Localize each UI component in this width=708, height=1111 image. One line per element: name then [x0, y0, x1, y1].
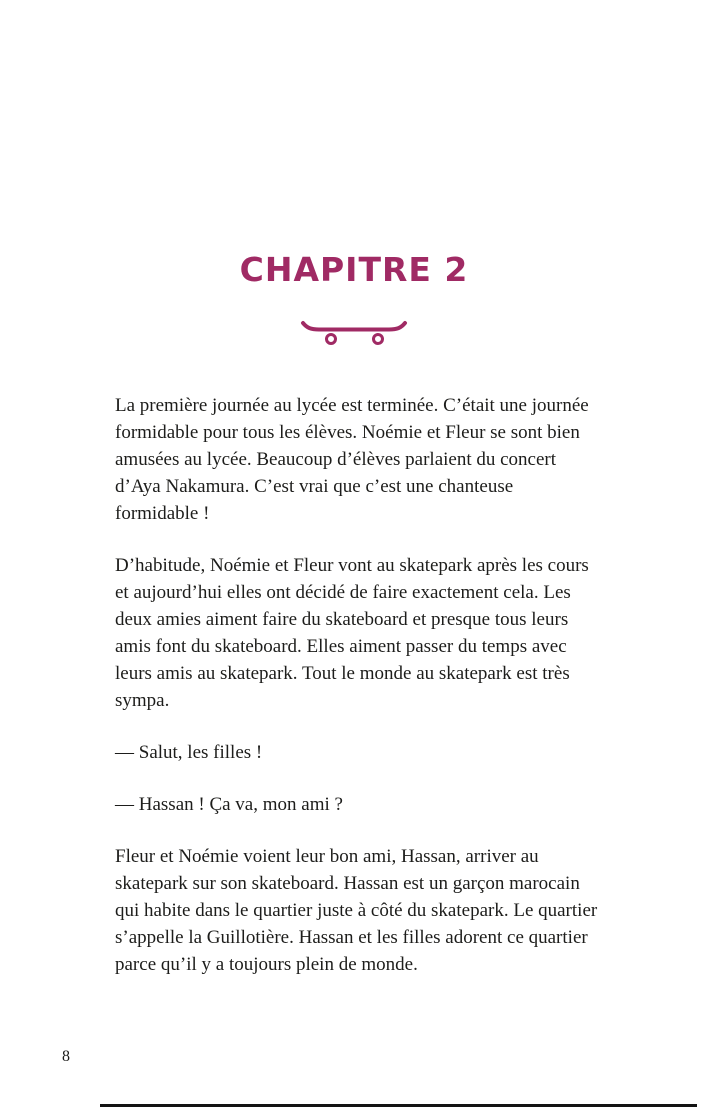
paragraph: Fleur et Noémie voient leur bon ami, Hassan, arriver au skatepark sur son skateboard. Hassan est un garçon marocain qui habite dans le quartier juste à côté du skatepark. Le quartier s’appelle la Guillotière. Hassan et les filles adorent ce quartier parce qu’il y a toujours plein de monde. [115, 846, 598, 975]
page-bottom-rule [100, 1104, 697, 1107]
chapter-title: CHAPITRE 2 [239, 250, 469, 289]
paragraph-dialogue: — Hassan ! Ça va, mon ami ? [115, 794, 343, 815]
paragraph: D’habitude, Noémie et Fleur vont au skatepark après les cours et aujourd’hui elles ont décidé de faire exactement cela. Les deux amies aiment faire du skateboard et presque tous leurs amis font du skateboard. Elles aiment passer du temps avec leurs amis au skatepark. Tout le monde au skatepark est très sympa. [115, 555, 589, 711]
chapter-text [115, 392, 599, 1003]
skateboard-icon [0, 318, 708, 351]
paragraph: La première journée au lycée est terminée. C’était une journée formidable pour tous les élèves. Noémie et Fleur se sont bien amusées au lycée. Beaucoup d’élèves parlaient du concert d’Aya Nakamura. C’est vrai que c’est une chanteuse formidable ! [115, 395, 589, 524]
paragraph-dialogue: — Salut, les filles ! [115, 742, 263, 763]
page-number: 8 [62, 1048, 70, 1065]
